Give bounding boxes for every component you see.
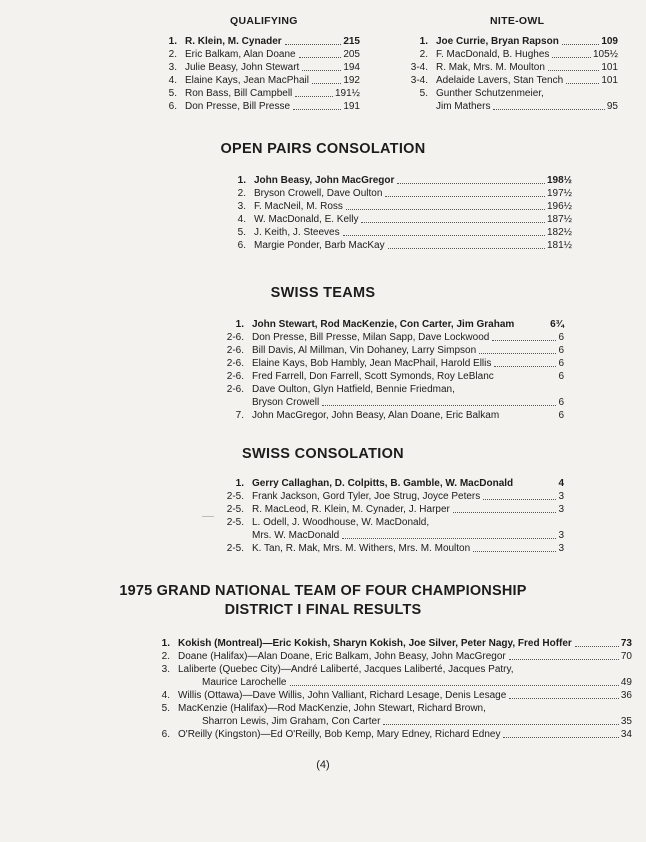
result-row (155, 35, 360, 48)
rank: 5. (161, 703, 170, 714)
rank: 7. (235, 410, 244, 421)
names: Eric Balkam, Alan Doane (185, 49, 296, 60)
rank: 4. (168, 75, 177, 86)
names: Sharron Lewis, Jim Graham, Con Carter (202, 716, 381, 727)
rank: 2-6. (226, 371, 244, 382)
names: F. MacNeil, M. Ross (254, 201, 343, 212)
score: 95 (606, 101, 618, 112)
rank: 2. (237, 188, 246, 199)
page-number: (4) (316, 759, 330, 771)
names: Elaine Kays, Jean MacPhail (185, 75, 309, 86)
score: 36 (620, 690, 632, 701)
nite-owl-list (400, 35, 618, 113)
score: 105½ (592, 49, 618, 60)
rank: 2-5. (226, 504, 244, 515)
names: Julie Beasy, John Stewart (185, 62, 300, 73)
result-row (212, 516, 564, 529)
score: 197½ (546, 188, 572, 199)
rank: 1. (237, 175, 246, 186)
names: L. Odell, J. Woodhouse, W. MacDonald, (252, 517, 430, 528)
leader-dots (342, 538, 556, 539)
names: John Stewart, Rod MacKenzie, Con Carter, Jim Graham (252, 319, 515, 330)
result-row (400, 74, 618, 87)
score: 109 (601, 36, 618, 47)
leader-dots (346, 209, 545, 210)
result-row (212, 477, 564, 490)
score: 191½ (334, 88, 360, 99)
result-row (212, 503, 564, 516)
score: 192 (343, 75, 360, 86)
score: 215 (343, 36, 360, 47)
leader-dots (479, 353, 556, 354)
names: Adelaide Lavers, Stan Tench (436, 75, 564, 86)
leader-dots (548, 70, 599, 71)
leader-dots (302, 70, 341, 71)
rank: 1. (161, 638, 170, 649)
rank: 2-6. (226, 358, 244, 369)
score: 4 (558, 478, 564, 489)
leader-dots (562, 44, 600, 45)
grand-national-title-line1: 1975 GRAND NATIONAL TEAM OF FOUR CHAMPIONSHIP (119, 583, 527, 599)
score: 187½ (546, 214, 572, 225)
rank: 2-5. (226, 491, 244, 502)
leader-dots (290, 685, 619, 686)
names: Laliberte (Quebec City)—André Laliberté, Jacques Laliberté, Jacques Patry, (178, 664, 514, 675)
rank: 6. (168, 101, 177, 112)
names: Don Presse, Bill Presse, Milan Sapp, Dave Lockwood (252, 332, 490, 343)
leader-dots (552, 57, 591, 58)
result-row (155, 100, 360, 113)
names: Doane (Halifax)—Alan Doane, Eric Balkam, John Beasy, John MacGregor (178, 651, 506, 662)
grand-national-title-line2: DISTRICT I FINAL RESULTS (224, 602, 422, 618)
rank: 1. (235, 478, 244, 489)
open-pairs-consolation-title: OPEN PAIRS CONSOLATION (220, 141, 426, 157)
names: Don Presse, Bill Presse (185, 101, 291, 112)
names: Dave Oulton, Glyn Hatfield, Bennie Friedman, (252, 384, 455, 395)
names: Bill Davis, Al Millman, Vin Dohaney, Larry Simpson (252, 345, 477, 356)
rank: 2-6. (226, 332, 244, 343)
names: Mrs. W. MacDonald (252, 530, 340, 541)
result-row (218, 239, 572, 252)
leader-dots (473, 551, 556, 552)
result-row (158, 663, 632, 676)
names: F. MacDonald, B. Hughes (436, 49, 550, 60)
score: 181½ (546, 240, 572, 251)
names: Maurice Larochelle (202, 677, 287, 688)
result-row (218, 226, 572, 239)
score: 35 (620, 716, 632, 727)
result-row (158, 728, 632, 741)
names: Frank Jackson, Gord Tyler, Joe Strug, Joyce Peters (252, 491, 481, 502)
names: R. MacLeod, R. Klein, M. Cynader, J. Harper (252, 504, 450, 515)
names: Elaine Kays, Bob Hambly, Jean MacPhail, Harold Ellis (252, 358, 492, 369)
result-row (212, 490, 564, 503)
result-row (158, 715, 632, 728)
score: 49 (620, 677, 632, 688)
result-row (155, 74, 360, 87)
score: 101 (601, 75, 618, 86)
swiss-consolation-list (212, 477, 564, 555)
names: Fred Farrell, Don Farrell, Scott Symonds, Roy LeBlanc (252, 371, 494, 382)
score: 70 (620, 651, 632, 662)
score: 6 (558, 345, 564, 356)
qualifying-list (155, 35, 360, 113)
names: W. MacDonald, E. Kelly (254, 214, 359, 225)
rank: 3-4. (410, 62, 428, 73)
rank: 4. (161, 690, 170, 701)
leader-dots (322, 405, 556, 406)
result-row (212, 383, 564, 396)
names: Gunther Schutzenmeier, (436, 88, 544, 99)
leader-dots (503, 737, 618, 738)
rank: 2-5. (226, 517, 244, 528)
qualifying-title: QUALIFYING (230, 15, 298, 27)
names: MacKenzie (Halifax)—Rod MacKenzie, John Stewart, Richard Brown, (178, 703, 486, 714)
score: 3 (558, 504, 564, 515)
score: 6 (558, 410, 564, 421)
score: 34 (620, 729, 632, 740)
names: R. Klein, M. Cynader (185, 36, 282, 47)
leader-dots (509, 659, 619, 660)
names: Jim Mathers (436, 101, 491, 112)
result-row (158, 689, 632, 702)
grand-national-title (0, 582, 646, 620)
score: 6 (558, 371, 564, 382)
score: 6 (558, 397, 564, 408)
result-row (212, 370, 564, 383)
rank: 3. (161, 664, 170, 675)
print-speck (202, 516, 214, 517)
leader-dots (483, 499, 556, 500)
rank: 6. (161, 729, 170, 740)
rank: 2-6. (226, 345, 244, 356)
swiss-consolation-title: SWISS CONSOLATION (242, 446, 404, 462)
rank: 2. (168, 49, 177, 60)
result-row (212, 529, 564, 542)
result-row (400, 61, 618, 74)
names: Margie Ponder, Barb MacKay (254, 240, 385, 251)
rank: 5. (419, 88, 428, 99)
rank: 1. (168, 36, 177, 47)
result-row (218, 213, 572, 226)
names: Bryson Crowell (252, 397, 320, 408)
score: 191 (343, 101, 360, 112)
score: 6 (558, 332, 564, 343)
result-row (212, 542, 564, 555)
leader-dots (509, 698, 619, 699)
leader-dots (494, 366, 556, 367)
leader-dots (361, 222, 544, 223)
leader-dots (388, 248, 545, 249)
result-row (155, 61, 360, 74)
result-row (158, 637, 632, 650)
names: John MacGregor, John Beasy, Alan Doane, Eric Balkam (252, 410, 500, 421)
result-row (212, 344, 564, 357)
names: Ron Bass, Bill Campbell (185, 88, 293, 99)
score: 6 (558, 358, 564, 369)
names: Gerry Callaghan, D. Colpitts, B. Gamble, W. MacDonald (252, 478, 514, 489)
result-row (218, 187, 572, 200)
result-row (218, 174, 572, 187)
score: 101 (601, 62, 618, 73)
leader-dots (299, 57, 342, 58)
leader-dots (383, 724, 618, 725)
names: Kokish (Montreal)—Eric Kokish, Sharyn Kokish, Joe Silver, Peter Nagy, Fred Hoffer (178, 638, 572, 649)
score: 6¾ (550, 319, 564, 330)
names: O'Reilly (Kingston)—Ed O'Reilly, Bob Kemp, Mary Edney, Richard Edney (178, 729, 501, 740)
rank: 2-6. (226, 384, 244, 395)
result-row (155, 48, 360, 61)
result-row (158, 702, 632, 715)
leader-dots (493, 109, 604, 110)
result-row (400, 35, 618, 48)
open-pairs-list (218, 174, 572, 252)
rank: 4. (237, 214, 246, 225)
rank: 5. (168, 88, 177, 99)
score: 3 (558, 543, 564, 554)
leader-dots (566, 83, 599, 84)
names: Joe Currie, Bryan Rapson (436, 36, 559, 47)
score: 194 (343, 62, 360, 73)
leader-dots (343, 235, 545, 236)
names: Willis (Ottawa)—Dave Willis, John Valliant, Richard Lesage, Denis Lesage (178, 690, 507, 701)
result-row (212, 357, 564, 370)
rank: 3. (237, 201, 246, 212)
rank: 1. (419, 36, 428, 47)
result-row (212, 396, 564, 409)
leader-dots (575, 646, 619, 647)
score: 73 (620, 638, 632, 649)
swiss-teams-title: SWISS TEAMS (270, 285, 376, 301)
result-row (218, 200, 572, 213)
leader-dots (385, 196, 545, 197)
rank: 3. (168, 62, 177, 73)
score: 3 (558, 491, 564, 502)
rank: 2. (161, 651, 170, 662)
result-row (212, 331, 564, 344)
leader-dots (453, 512, 557, 513)
result-row (212, 318, 564, 331)
leader-dots (295, 96, 333, 97)
result-row (400, 87, 618, 100)
leader-dots (285, 44, 342, 45)
rank: 2. (419, 49, 428, 60)
nite-owl-title: NITE-OWL (490, 15, 545, 27)
rank: 6. (237, 240, 246, 251)
names: Bryson Crowell, Dave Oulton (254, 188, 383, 199)
leader-dots (293, 109, 341, 110)
result-row (212, 409, 564, 422)
result-row (400, 100, 618, 113)
names: K. Tan, R. Mak, Mrs. M. Withers, Mrs. M. Moulton (252, 543, 471, 554)
names: R. Mak, Mrs. M. Moulton (436, 62, 545, 73)
grand-national-list (158, 637, 632, 741)
score: 196½ (546, 201, 572, 212)
swiss-teams-list (212, 318, 564, 422)
score: 205 (343, 49, 360, 60)
rank: 1. (235, 319, 244, 330)
result-row (400, 48, 618, 61)
rank: 5. (237, 227, 246, 238)
score: 198½ (546, 175, 572, 186)
rank: 3-4. (410, 75, 428, 86)
score: 3 (558, 530, 564, 541)
leader-dots (397, 183, 545, 184)
rank: 2-5. (226, 543, 244, 554)
names: John Beasy, John MacGregor (254, 175, 395, 186)
score: 182½ (546, 227, 572, 238)
result-row (155, 87, 360, 100)
leader-dots (312, 83, 341, 84)
leader-dots (492, 340, 556, 341)
result-row (158, 676, 632, 689)
result-row (158, 650, 632, 663)
names: J. Keith, J. Steeves (254, 227, 340, 238)
